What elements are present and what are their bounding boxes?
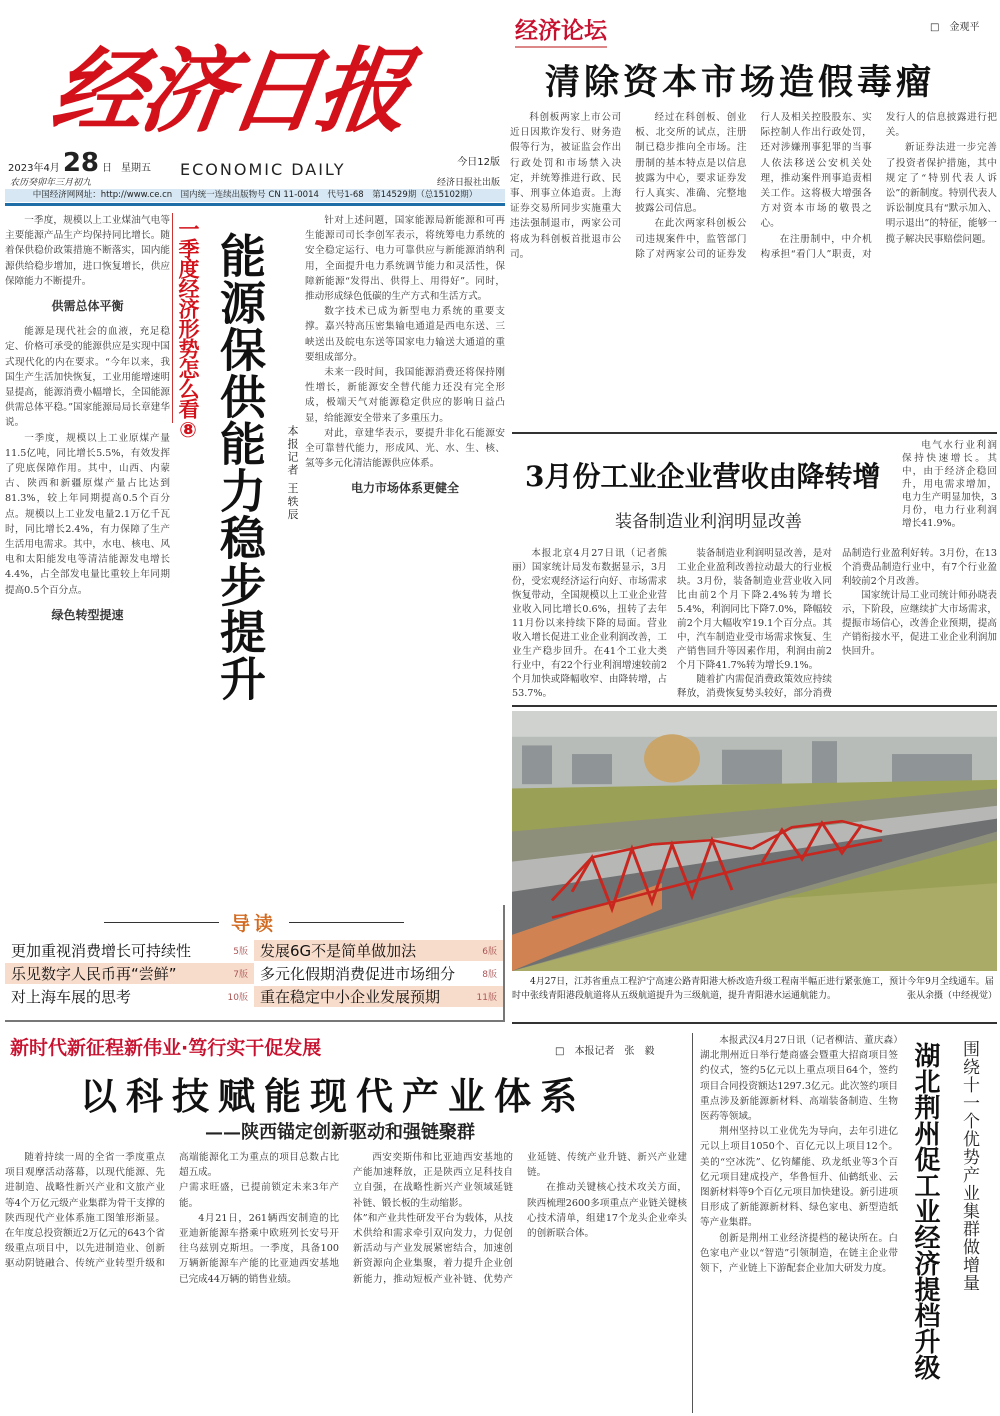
shaanxi-byline: □ 本报记者 张 毅: [555, 1046, 655, 1057]
column-divider: [692, 1033, 693, 1413]
bridge-photo: [512, 711, 997, 971]
industry-body: [512, 547, 997, 703]
guide-link[interactable]: [5, 986, 254, 1007]
paragraph: 户需求旺盛，已提前锁定未来3年产能。: [179, 1182, 339, 1209]
page-count: 今日12版: [457, 157, 500, 168]
industry-sidebar: 电气水行业利润保持快速增长。其中，由于经济企稳回升，用电需求增加，电力生产明显加快，3月份，电力行业利润增长41.9%。: [902, 440, 997, 529]
guide-box: [5, 905, 505, 1022]
kicker-rule: [172, 213, 173, 423]
lead-byline: 本报记者 王轶辰: [286, 425, 299, 522]
guide-link[interactable]: [5, 963, 254, 984]
guide-label: 更加重视消费增长可持续性: [11, 942, 192, 960]
caption-text: 4月27日，江苏省重点工程沪宁高速公路青阳港大桥改造升级工程南半幅正进行紧张施工，预计今年9月全线通车。届时中张线青阳港段航道将从五级航道提升为三级航道，提升青阳港水运通航能力。: [512, 977, 994, 1001]
hubei-kicker: 围绕十一个优势产业集群做增量: [959, 1040, 979, 1292]
forum-body: [510, 110, 997, 410]
paragraph: 科创板两家上市公司近日因欺诈发行、财务造假等行为，被证监会作出行政处罚和市场禁入决定，并统筹推进行政、民事、刑事立体追责。上海证券交易所同步实施重大违法强制退市，两家公司将成为科创板首批退市公司。: [510, 112, 622, 260]
guide-page: 7版: [233, 970, 248, 980]
guide-link[interactable]: [254, 986, 503, 1007]
guide-page: 11版: [476, 993, 497, 1003]
photo-credit: 张从余摄（中经视觉）: [906, 991, 997, 1001]
forum-column-title: 经济论坛: [515, 12, 607, 48]
paragraph: 体”和产业共性研发平台为载体，从技术供给和需求牵引双向发力，力促创新活动与产业发展紧密结合，加速创新资源向企业集聚，着力提升企业创新能力，推动短板产业补链、优势产业延链、传统产业升链、新兴产业建链。: [353, 1152, 687, 1285]
divider: [512, 1022, 997, 1024]
paragraph: 新证券法进一步完善了投资者保护措施，其中规定了“特别代表人诉讼”的新制度。特别代表人诉讼制度具有“默示加入、明示退出”的特征，能够一揽子解决民事赔偿问题。: [885, 142, 997, 245]
forum-headline: 清除资本市场造假毒瘤: [545, 63, 936, 103]
subhead: 电力市场体系更健全: [350, 481, 459, 496]
paragraph: 国家统计局工业司统计师孙晓表示，下阶段，应继续扩大市场需求，提振市场信心，改善企业预期，提高产销衔接水平，促进工业企业利润加快回升。: [842, 590, 997, 657]
dome-building: [644, 734, 700, 782]
paragraph: 数字技术已成为新型电力系统的重要支撑。嘉兴特高压密集输电通道是西电东送、三峡送出及皖电东送等国家电力输送大通道的重要组成部分。: [305, 306, 505, 363]
guide-link[interactable]: [254, 940, 503, 961]
paragraph: 西安奕斯伟和比亚迪西安基地的产能加速释放，正是陕西立足科技自立自强，在战略性新兴产业领域延链补链、锻长板的生动缩影。: [353, 1152, 513, 1209]
paragraph: 经过在科创板、创业板、北交所的试点，注册制已稳步推向全市场。注册制的基本特点是以信息披露为中心，要求证券发行人真实、准确、完整地披露公司信息。: [635, 112, 747, 215]
subhead: 供需总体平衡: [51, 299, 124, 314]
photo-caption: [512, 975, 997, 1003]
publisher: 经济日报社出版: [436, 178, 500, 188]
date-day: 28: [62, 148, 99, 178]
info-bar: 中国经济网网址：http://www.ce.cn 国内统一连续出版物号 CN 11-0014 代号1-68 第14529期（总15102期）: [5, 189, 505, 202]
shaanxi-kicker: 新时代新征程新伟业·笃行实干促发展: [10, 1037, 322, 1059]
date-suffix: 日: [102, 163, 112, 174]
paragraph: 荆州坚持以工业优先为导向，去年引进亿元以上项目1050个、百亿元以上项目12个。美的“空冰洗”、亿钧耀能、玖龙纸业等3个百亿元项目建成投产，华鲁恒升、仙鹤纸业、云图新材料等9个百亿元项目加快建设。新引进项目形成了新能源新材料、绿色家电、新型造纸等产业集群。: [700, 1126, 898, 1229]
guide-page: 10版: [227, 993, 248, 1003]
paragraph: 对此，章建华表示，要提升非化石能源安全可靠替代能力，形成风、光、水、生、核、氢等多元化清洁能源供应体系。: [305, 427, 505, 470]
shaanxi-subtitle: ——陕西锚定创新驱动和强链聚群: [205, 1122, 475, 1143]
lunar-date: 农历癸卯年三月初九: [10, 178, 92, 188]
paragraph: 在注册制中，中介机构承担“看门人”职责，对发行人的信息披露进行把关。: [760, 112, 997, 260]
guide-title: 导读: [230, 912, 277, 935]
guide-link[interactable]: [254, 963, 503, 984]
paragraph: 能源是现代社会的血液，充足稳定、价格可承受的能源供应是实现中国式现代化的内在要求。“今年以来，我国生产生活加快恢复，工业用能增速明显提高，能源消费小幅增长，全国能源供需总体平稳。”国家能源局局长章建华说。: [5, 326, 170, 429]
paragraph: 未来一段时间，我国能源消费还将保持刚性增长，新能源安全替代能力还没有完全形成，极端天气对能源稳定供应的影响日益凸显，给能源安全带来了多重压力。: [305, 367, 505, 424]
divider: [512, 705, 997, 707]
paragraph: 装备制造业利润明显改善，是对工业企业盈利改善拉动最大的行业板块。3月份，装备制造业营业收入同比由前2个月下降2.4%转为增长5.4%，利润同比下降7.0%，降幅较前2个月大幅收窄19.1个百分点。其中，汽车制造业受市场需求恢复、生产销售回升等因素作用，利润由前2个月下降41.7%转为增长9.1%。: [677, 548, 832, 671]
paragraph: 本报北京4月27日讯（记者熊丽）国家统计局发布数据显示，3月份，受宏观经济运行向好、市场需求恢复带动，全国规模以上工业企业营业收入同比增长0.6%，扭转了去年11月份以来持续下降的局面。营业收入增长促进工业企业利润改善，工业生产稳步回升。在41个工业大类行业中，有22个行业利润增速较前2个月加快或降幅收窄、由降转增，占53.7%。: [512, 548, 667, 699]
paragraph: 创新是荆州工业经济提档的秘诀所在。白色家电产业以“智造”引领制造，在链主企业带领下，产业链上下游配套企业加大研发力度。: [700, 1232, 898, 1275]
industry-headline: 3月份工业企业营收由降转增: [525, 460, 881, 493]
guide-link[interactable]: [5, 940, 254, 961]
lead-headline: 能源保供能力稳步提升: [213, 232, 267, 702]
guide-page: 5版: [233, 947, 248, 957]
paragraph: 一季度，规模以上工业煤油气电等主要能源产品生产均保持同比增长。随着保供稳价政策措施不断落实，国内能源供给稳步增加，进口恢复增长，供应保障能力不断提升。: [5, 215, 170, 287]
hubei-headline: 湖北荆州促工业经济提档升级: [910, 1042, 940, 1380]
date-prefix: 2023年4月: [8, 163, 60, 174]
paragraph: 本报武汉4月27日讯（记者柳洁、董庆森）湖北荆州近日举行楚商盛会暨重大招商项目签约仪式，签约5亿元以上重点项目64个，签约项目合同投资额达1297.3亿元。此次签约项目重点涉及新能源新材料、高端装备制造、生物医药等领域。: [700, 1035, 898, 1123]
forum-author: □ 金观平: [930, 22, 980, 33]
guide-label: 重在稳定中小企业发展预期: [260, 988, 441, 1006]
issue-date: [8, 148, 151, 178]
subhead: 绿色转型提速: [51, 607, 124, 622]
industry-subtitle: 装备制造业利润明显改善: [615, 512, 802, 532]
paragraph: 在此次两家科创板公司违规案件中，监管部门除了对两家公司的证券发行人及相关控股股东、实际控制人作出行政处罚，还对涉嫌刑事犯罪的当事人依法移送公安机关处理，推动案件刑事追责相关工作。这将极大增强各方对资本市场的敬畏之心。: [635, 112, 872, 260]
hubei-body: [700, 1033, 898, 1413]
guide-label: 多元化假期消费促进市场细分: [260, 965, 456, 983]
guide-label: 乐见数字人民币再“尝鲜”: [11, 965, 177, 983]
paragraph: 4月21日，261辆西安制造的比亚迪新能源车搭乘中欧班列长安号开往乌兹别克斯坦。一季度，具备100万辆新能源车产能的比亚迪西安基地已完成44万辆的销售业绩。: [179, 1212, 339, 1285]
shaanxi-body: [5, 1150, 687, 1412]
lead-column-2: [305, 213, 505, 903]
guide-page: 8版: [482, 970, 497, 980]
divider: [512, 432, 997, 434]
guide-label: 对上海车展的思考: [11, 988, 132, 1006]
guide-page: 6版: [482, 947, 497, 957]
weekday: 星期五: [121, 163, 151, 174]
lead-kicker: 一季度经济形势怎么看⑧: [176, 218, 200, 441]
paragraph: 一季度，规模以上工业原煤产量11.5亿吨，同比增长5.5%，有效发挥了兜底保障作用。其中，山西、内蒙古、陕西和新疆原煤产量占比达到81.3%，较上年同期提高0.5个百分点。规模以上工业发电量2.1万亿千瓦时，同比增长2.4%，有力保障了生产生活用电需求。其中，水电、核电、风电和太阳能发电等清洁能源发电增长4.4%，占全部发电量比重较上年同期提高0.5个百分点。: [5, 432, 170, 596]
english-name: ECONOMIC DAILY: [180, 160, 346, 179]
shaanxi-headline: 以科技赋能现代产业体系: [80, 1075, 586, 1118]
paragraph: 针对上述问题，国家能源局新能源和可再生能源司司长李创军表示，将统筹电力系统的安全稳定运行、电力可靠供应与新能源消纳利用，全面提升电力系统调节能力和灵活性，保障新能源“发得出、供得上、用得好”。同时，推动形成绿色低碳的生产方式和生活方式。: [305, 215, 505, 303]
paragraph: 随着扩内需促消费政策效应持续释放，消费恢复势头较好，部分消费品制造行业盈利好转。3月份，在13个消费品制造行业中，有7个行业盈利较前2个月改善。: [677, 548, 997, 699]
paragraph: 随着持续一周的全省一季度重点项目观摩活动落幕，以现代能源、先进制造、战略性新兴产业和文旅产业等4个万亿元级产业集群为骨干支撑的陕西现代产业体系施工图雏形渐显。在年度总投资额近2万亿元的643个省级重点项目中，以先进制造业、创新驱动阴链融合、传统产业转型升级和高端能源化工为重点的项目总数占比超五成。: [5, 1152, 339, 1270]
masthead-divider: [5, 203, 505, 206]
newspaper-logo: 经济日报: [45, 37, 413, 145]
guide-label: 发展6G不是简单做加法: [260, 942, 417, 960]
lead-column-1: [5, 213, 170, 903]
paragraph: 在推动关键核心技术攻关方面，陕西梳理2600多项重点产业链关键核心技术清单，组建17个龙头企业牵头的创新联合体。: [527, 1182, 687, 1240]
